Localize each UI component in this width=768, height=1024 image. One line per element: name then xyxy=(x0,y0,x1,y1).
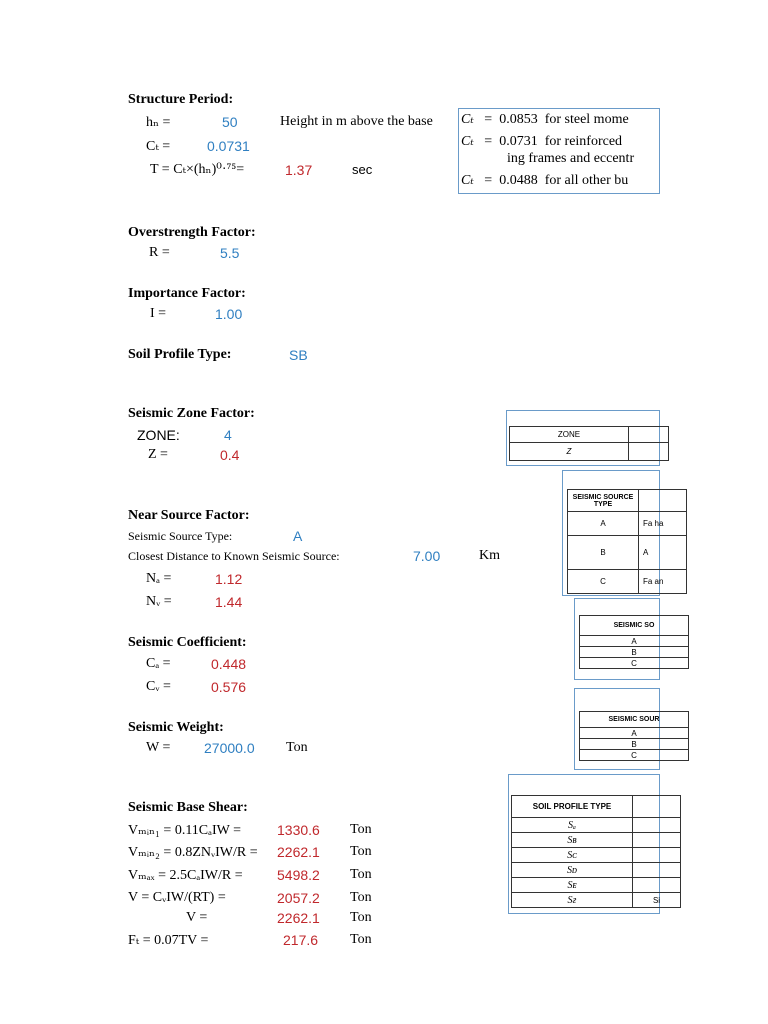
ct-row-concrete: Cₜ = 0.0731 for reinforced xyxy=(461,134,623,149)
r-label: R = xyxy=(149,245,170,260)
vmin1-value: 1330.6 xyxy=(277,822,320,838)
soil-profile-heading: Soil Profile Type: xyxy=(128,347,232,362)
ca-value: 0.448 xyxy=(211,656,247,672)
zone-table xyxy=(509,426,669,461)
seismic-zone-heading: Seismic Zone Factor: xyxy=(128,406,255,421)
vmin2-label: Vₘᵢₙ₂ = 0.8ZNᵥIW/R = xyxy=(128,845,258,860)
seismic-weight-heading: Seismic Weight: xyxy=(128,720,224,735)
nv-value: 1.44 xyxy=(215,594,243,610)
hn-description: Height in m above the base xyxy=(280,114,433,129)
closest-distance-unit: Km xyxy=(479,548,500,563)
structure-period-heading: Structure Period: xyxy=(128,92,234,107)
vmax-unit: Ton xyxy=(350,867,372,882)
nv-table-b: B xyxy=(580,739,689,750)
v-calc-value: 2057.2 xyxy=(277,890,320,906)
hn-label: hₙ = xyxy=(146,115,171,130)
importance-heading: Importance Factor: xyxy=(128,286,246,301)
ft-unit: Ton xyxy=(350,932,372,947)
ct-reference-snippet xyxy=(458,108,660,194)
na-table-a: A xyxy=(580,636,689,647)
r-value[interactable]: 5.5 xyxy=(220,245,240,261)
v-calc-unit: Ton xyxy=(350,890,372,905)
zone-table-z: Z xyxy=(510,443,629,461)
source-type-b-desc: A xyxy=(639,536,687,570)
soil-type-sf-desc: Si xyxy=(633,893,681,908)
source-type-a-desc: Fa ha xyxy=(639,512,687,536)
source-type-c-desc: Fa an xyxy=(639,570,687,594)
na-table xyxy=(579,615,689,669)
vmin2-unit: Ton xyxy=(350,844,372,859)
source-type-value[interactable]: A xyxy=(293,528,303,544)
w-unit: Ton xyxy=(286,740,308,755)
soil-type-sc-desc xyxy=(633,848,681,863)
v-calc-label: V = CᵥIW/(RT) = xyxy=(128,890,226,905)
source-type-b: B xyxy=(568,536,639,570)
nv-table xyxy=(579,711,689,761)
soil-type-sb: Sʙ xyxy=(512,833,633,848)
nv-table-header: SEISMIC SOUR xyxy=(580,712,689,728)
base-shear-heading: Seismic Base Shear: xyxy=(128,800,248,815)
source-type-table-header: SEISMIC SOURCE TYPE xyxy=(568,490,639,512)
v-design-unit: Ton xyxy=(350,910,372,925)
soil-type-sc: Sᴄ xyxy=(512,848,633,863)
v-design-label: V = xyxy=(186,910,208,925)
i-label: I = xyxy=(150,306,167,321)
soil-type-sa-desc xyxy=(633,818,681,833)
z-value: 0.4 xyxy=(220,447,240,463)
source-type-table xyxy=(567,489,687,594)
closest-distance-label: Closest Distance to Known Seismic Source: xyxy=(128,549,340,563)
w-value[interactable]: 27000.0 xyxy=(204,740,255,756)
na-value: 1.12 xyxy=(215,571,243,587)
source-type-label: Seismic Source Type: xyxy=(128,529,233,543)
vmax-value: 5498.2 xyxy=(277,867,320,883)
closest-distance-value[interactable]: 7.00 xyxy=(413,548,441,564)
source-type-c: C xyxy=(568,570,639,594)
ft-value: 217.6 xyxy=(283,932,319,948)
nv-table-c: C xyxy=(580,750,689,761)
soil-type-se: Sᴇ xyxy=(512,878,633,893)
overstrength-heading: Overstrength Factor: xyxy=(128,225,256,240)
soil-profile-value[interactable]: SB xyxy=(289,347,308,363)
ct-label: Cₜ = xyxy=(146,139,171,154)
nv-table-snippet xyxy=(574,688,660,770)
nv-label: Nᵥ = xyxy=(146,594,172,609)
nv-table-a: A xyxy=(580,728,689,739)
w-label: W = xyxy=(146,740,171,755)
zone-table-header: ZONE xyxy=(510,427,629,443)
na-table-header: SEISMIC SO xyxy=(580,616,689,636)
soil-type-se-desc xyxy=(633,878,681,893)
ct-value[interactable]: 0.0731 xyxy=(207,138,250,154)
ft-label: Fₜ = 0.07TV = xyxy=(128,933,209,948)
ct-row-steel: Cₜ = 0.0853 for steel mome xyxy=(461,112,629,127)
soil-profile-table xyxy=(511,795,681,908)
near-source-heading: Near Source Factor: xyxy=(128,508,250,523)
soil-table-header: SOIL PROFILE TYPE xyxy=(512,796,633,818)
zone-table-snippet xyxy=(506,410,660,466)
v-design-value: 2262.1 xyxy=(277,910,320,926)
soil-type-sd-desc xyxy=(633,863,681,878)
t-label: T = Cₜ×(hₙ)⁰·⁷⁵= xyxy=(150,162,245,177)
ct-row-other: Cₜ = 0.0488 for all other bu xyxy=(461,173,629,188)
soil-profile-table-snippet xyxy=(508,774,660,914)
soil-type-sb-desc xyxy=(633,833,681,848)
vmin2-value: 2262.1 xyxy=(277,844,320,860)
source-type-a: A xyxy=(568,512,639,536)
na-table-c: C xyxy=(580,658,689,669)
cv-value: 0.576 xyxy=(211,679,247,695)
na-table-snippet xyxy=(574,598,660,680)
soil-type-sa: Sₐ xyxy=(512,818,633,833)
soil-type-sd: Sᴅ xyxy=(512,863,633,878)
hn-value[interactable]: 50 xyxy=(222,114,238,130)
vmax-label: Vₘₐₓ = 2.5CₐIW/R = xyxy=(128,868,243,883)
seismic-coefficient-heading: Seismic Coefficient: xyxy=(128,635,247,650)
vmin1-unit: Ton xyxy=(350,822,372,837)
vmin1-label: Vₘᵢₙ₁ = 0.11CₐIW = xyxy=(128,823,241,838)
i-value[interactable]: 1.00 xyxy=(215,306,243,322)
source-type-table-snippet xyxy=(562,470,664,596)
na-label: Nₐ = xyxy=(146,571,172,586)
ct-row-continuation: ing frames and eccentr xyxy=(507,151,635,166)
cv-label: Cᵥ = xyxy=(146,679,171,694)
soil-type-sf: Sғ xyxy=(512,893,633,908)
t-value: 1.37 xyxy=(285,162,313,178)
zone-value[interactable]: 4 xyxy=(224,427,232,443)
t-unit: sec xyxy=(352,162,373,177)
ca-label: Cₐ = xyxy=(146,656,171,671)
na-table-b: B xyxy=(580,647,689,658)
zone-label: ZONE: xyxy=(137,427,180,443)
z-label: Z = xyxy=(148,447,168,462)
